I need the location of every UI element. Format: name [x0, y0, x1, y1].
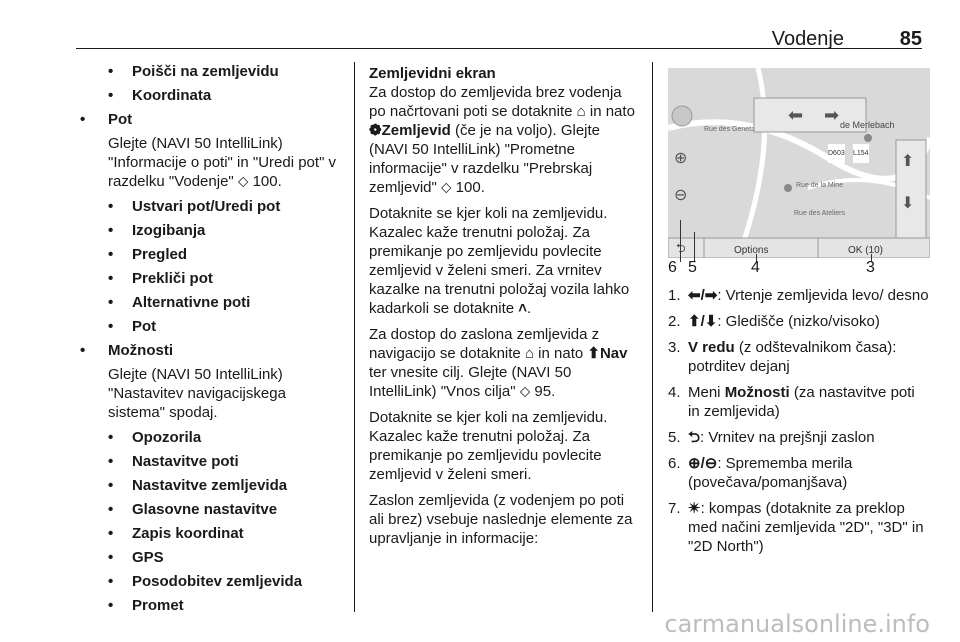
callout-line: [680, 220, 681, 262]
list-item: • Poišči na zemljevidu: [80, 62, 345, 81]
section-heading: Zemljevidni ekran: [369, 65, 496, 82]
nav-icon: ⬆: [587, 345, 600, 362]
map-screen: [668, 68, 930, 258]
callout-3: 3: [866, 259, 875, 276]
position-cursor-icon: ˄: [518, 300, 528, 317]
compass-icon: [672, 106, 692, 126]
list-item: 4. Meni Možnosti (za nastavitve poti in zemljevida): [668, 384, 915, 420]
paragraph-4: Dotaknite se kjer koli na zemljevidu. Kazalec kaže trenutni položaj. Za premikanje po zemljevidu povlecite zemljevid v želeni smeri.: [369, 409, 608, 483]
list-item: • Ustvari pot/Uredi pot: [80, 197, 345, 216]
list-item: • Pot: [80, 317, 345, 336]
list-item-pot: • Pot: [80, 110, 345, 129]
list-item: 7. ✴: kompas (dotaknite za preklop med načini zemljevida "2D", "3D" in "2D North"): [668, 500, 924, 555]
map-figure: [668, 64, 930, 276]
column-divider-1: [354, 62, 355, 612]
list-item: • Zapis koordinat: [80, 524, 345, 543]
column-divider-2: [652, 62, 653, 612]
list-item: • Koordinata: [80, 86, 345, 105]
view-arrows-icon: ⬆/⬇: [688, 313, 718, 330]
street-label: Rue des Genets: [704, 126, 755, 133]
callout-6: 6: [668, 259, 677, 276]
list-item: • Opozorila: [80, 428, 345, 447]
map-place-label: de Merlebach: [840, 120, 895, 130]
road-label: L154: [853, 144, 869, 163]
column-3: [668, 64, 930, 563]
list-item: • GPS: [80, 548, 345, 567]
list-item: • Glasovne nastavitve: [80, 500, 345, 519]
rotate-arrows-icon: ⬅/➡: [688, 287, 718, 304]
list-item: 1. ⬅/➡: Vrtenje zemljevida levo/ desno: [668, 287, 929, 304]
paragraph-1: Za dostop do zemljevida brez vodenja po načrtovani poti se dotaknite ⌂ in nato ❁Zemljevid (če je na voljo). Glejte (NAVI 50 IntelliLink) "Prometne informacije" v razdelku "Prebrskaj zemljevid" ⬦ 100.: [369, 84, 635, 196]
road-label: D603: [828, 144, 845, 163]
rotate-left-icon: ⬅: [788, 105, 804, 126]
back-arrow-icon: ⮌: [688, 429, 701, 446]
list-item: 2. ⬆/⬇: Gledišče (nizko/visoko): [668, 313, 880, 330]
home-icon: ⌂: [576, 103, 586, 120]
rotate-right-icon: ➡: [824, 105, 840, 126]
paragraph-2: Dotaknite se kjer koli na zemljevidu. Kazalec kaže trenutni položaj. Za premikanje po zemljevidu povlecite zemljevid v želeni smeri. Za vrnitev kazalke na trenutni položaj vozila lahko kadarkoli se dotaknite ˄.: [369, 205, 630, 317]
legend-list: [668, 286, 930, 556]
callout-5: 5: [688, 259, 697, 276]
paragraph-5: Zaslon zemljevida (z vodenjem po poti ali brez) vsebuje naslednje elemente za upravljanje in informacije:: [369, 492, 633, 547]
list-item: 3. V redu (z odštevalnikom časa): potrditev dejanj: [668, 339, 897, 375]
list-item: • Pregled: [80, 245, 345, 264]
zoom-icon: ⊕/⊖: [688, 455, 718, 472]
list-item: • Posodobitev zemljevida: [80, 572, 345, 591]
pot-description: Glejte (NAVI 50 IntelliLink) "Informacije o poti" in "Uredi pot" v razdelku "Vodenje" ⬦ 100.: [108, 135, 337, 190]
column-2: [369, 64, 637, 555]
list-item: 6. ⊕/⊖: Sprememba merila (povečava/pomanjšava): [668, 455, 853, 491]
moznosti-description: Glejte (NAVI 50 IntelliLink) "Nastavitev navigacijskega sistema" spodaj.: [108, 366, 286, 421]
zoom-out-icon: ⊖: [674, 185, 688, 204]
street-label: Rue de la Mine: [796, 182, 844, 189]
map-icon: ❁: [369, 122, 382, 139]
list-item: 5. ⮌: Vrnitev na prejšnji zaslon: [668, 429, 875, 446]
page-header: [76, 28, 922, 50]
back-icon: ⮌: [676, 241, 686, 255]
paragraph-3: Za dostop do zaslona zemljevida z navigacijo se dotaknite ⌂ in nato ⬆Nav ter vnesite cilj. Glejte (NAVI 50 IntelliLink) "Vnos cilja" ⬦ 95.: [369, 326, 628, 400]
view-down-icon: ⬇: [901, 193, 915, 212]
home-icon: ⌂: [524, 345, 534, 362]
list-item: • Izogibanja: [80, 221, 345, 240]
list-item: • Nastavitve poti: [80, 452, 345, 471]
header-rule: [76, 48, 922, 49]
callout-4: 4: [751, 259, 760, 276]
street-label: Rue des Ateliers: [794, 210, 845, 217]
column-1: [80, 64, 345, 620]
view-up-icon: ⬆: [901, 151, 915, 170]
watermark: carmanualsonline.info: [664, 610, 930, 638]
compass-icon: ✴: [688, 500, 701, 517]
zoom-in-icon: ⊕: [674, 148, 688, 167]
list-item: • Prekliči pot: [80, 269, 345, 288]
options-button[interactable]: Options: [734, 245, 769, 256]
chapter-title: Vodenje: [771, 28, 844, 50]
list-item: • Nastavitve zemljevida: [80, 476, 345, 495]
list-item-moznosti: • Možnosti: [80, 341, 345, 360]
page-number: 85: [899, 28, 922, 50]
ok-button[interactable]: OK (10): [848, 245, 884, 256]
list-item: • Promet: [80, 596, 345, 615]
list-item: • Alternativne poti: [80, 293, 345, 312]
